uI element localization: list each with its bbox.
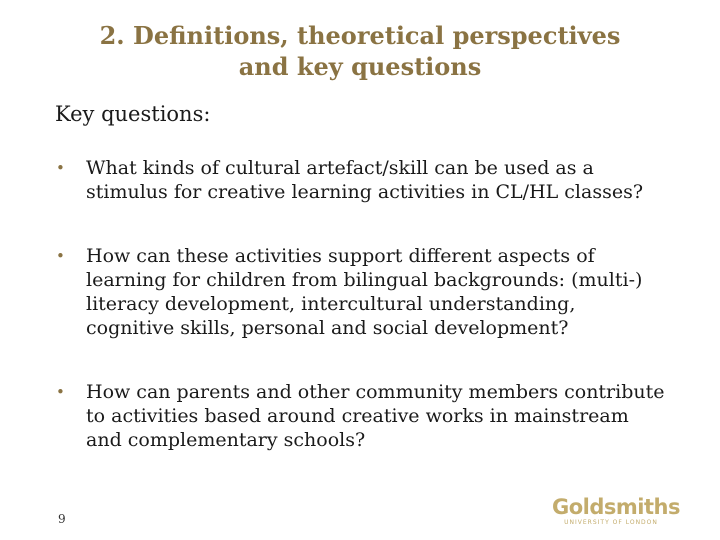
bullet-text: How can parents and other community members contribute to activities based around creative works in mainstream and complementary schools? <box>86 381 665 451</box>
slide-title-line-2: and key questions <box>238 52 482 81</box>
bullet-icon: • <box>56 383 65 401</box>
bullet-text: How can these activities support different aspects of learning for children from bilingual backgrounds: (multi-) literacy development, intercultural understanding, cognitive skills, personal and social development? <box>86 245 643 339</box>
logo-wordmark: Goldsmiths <box>552 495 680 519</box>
key-questions-list <box>56 156 666 492</box>
goldsmiths-logo <box>552 495 680 527</box>
slide-title <box>40 20 680 82</box>
bullet-icon: • <box>56 247 65 265</box>
page-number: 9 <box>58 512 66 526</box>
slide-title-line-1: 2. Definitions, theoretical perspectives <box>99 21 621 50</box>
list-item <box>56 380 666 452</box>
list-item <box>56 156 666 204</box>
key-questions-heading: Key questions: <box>55 102 211 126</box>
logo-subtitle: UNIVERSITY OF LONDON <box>564 519 658 526</box>
list-item <box>56 244 666 340</box>
bullet-icon: • <box>56 159 65 177</box>
bullet-text: What kinds of cultural artefact/skill can be used as a stimulus for creative learning activities in CL/HL classes? <box>86 157 644 203</box>
